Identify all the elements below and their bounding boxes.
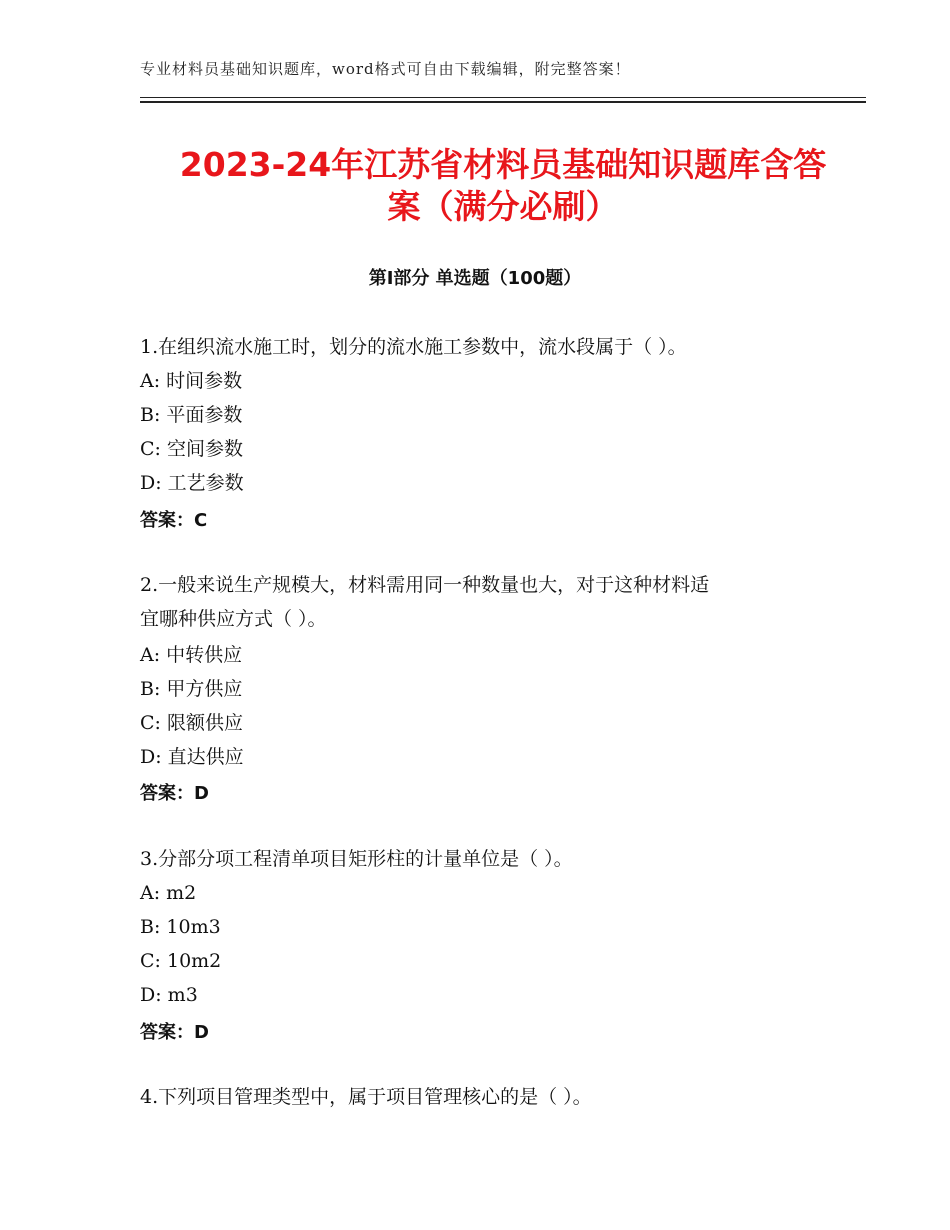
question-2-option-d: D: 直达供应	[140, 746, 244, 768]
header-divider-thick	[140, 101, 866, 103]
question-2-stem-line-2: 宜哪种供应方式（ ）。	[140, 608, 327, 630]
question-3-stem: 3.分部分项工程清单项目矩形柱的计量单位是（ ）。	[140, 848, 573, 870]
title-line-2: 案（满分必刷）	[387, 187, 619, 226]
question-3-answer: 答案：D	[140, 1022, 209, 1043]
question-2-answer: 答案：D	[140, 783, 209, 804]
question-1-option-b: B: 平面参数	[140, 404, 243, 426]
question-3-option-a: A: m2	[140, 882, 197, 904]
document-title	[140, 144, 866, 228]
question-1-stem: 1.在组织流水施工时，划分的流水施工参数中，流水段属于（ ）。	[140, 336, 687, 358]
question-3-option-c: C: 10m2	[140, 950, 222, 972]
question-2-option-b: B: 甲方供应	[140, 678, 243, 700]
question-1-answer: 答案：C	[140, 510, 208, 531]
question-2-option-c: C: 限额供应	[140, 712, 243, 734]
title-line-1: 2023-24年江苏省材料员基础知识题库含答	[179, 145, 827, 184]
section-heading: 第Ⅰ部分 单选题（100题）	[368, 268, 582, 289]
header-divider-thin	[140, 97, 866, 98]
question-1-option-a: A: 时间参数	[140, 370, 243, 392]
question-3-option-d: D: m3	[140, 984, 198, 1006]
question-1-option-d: D: 工艺参数	[140, 472, 244, 494]
header-note: 专业材料员基础知识题库，word格式可自由下载编辑，附完整答案！	[140, 60, 631, 78]
question-1-option-c: C: 空间参数	[140, 438, 243, 460]
question-2-option-a: A: 中转供应	[140, 644, 243, 666]
question-2-stem-line-1: 2.一般来说生产规模大，材料需用同一种数量也大，对于这种材料适	[140, 574, 710, 596]
question-3-option-b: B: 10m3	[140, 916, 221, 938]
question-4-stem: 4.下列项目管理类型中，属于项目管理核心的是（ ）。	[140, 1086, 592, 1108]
